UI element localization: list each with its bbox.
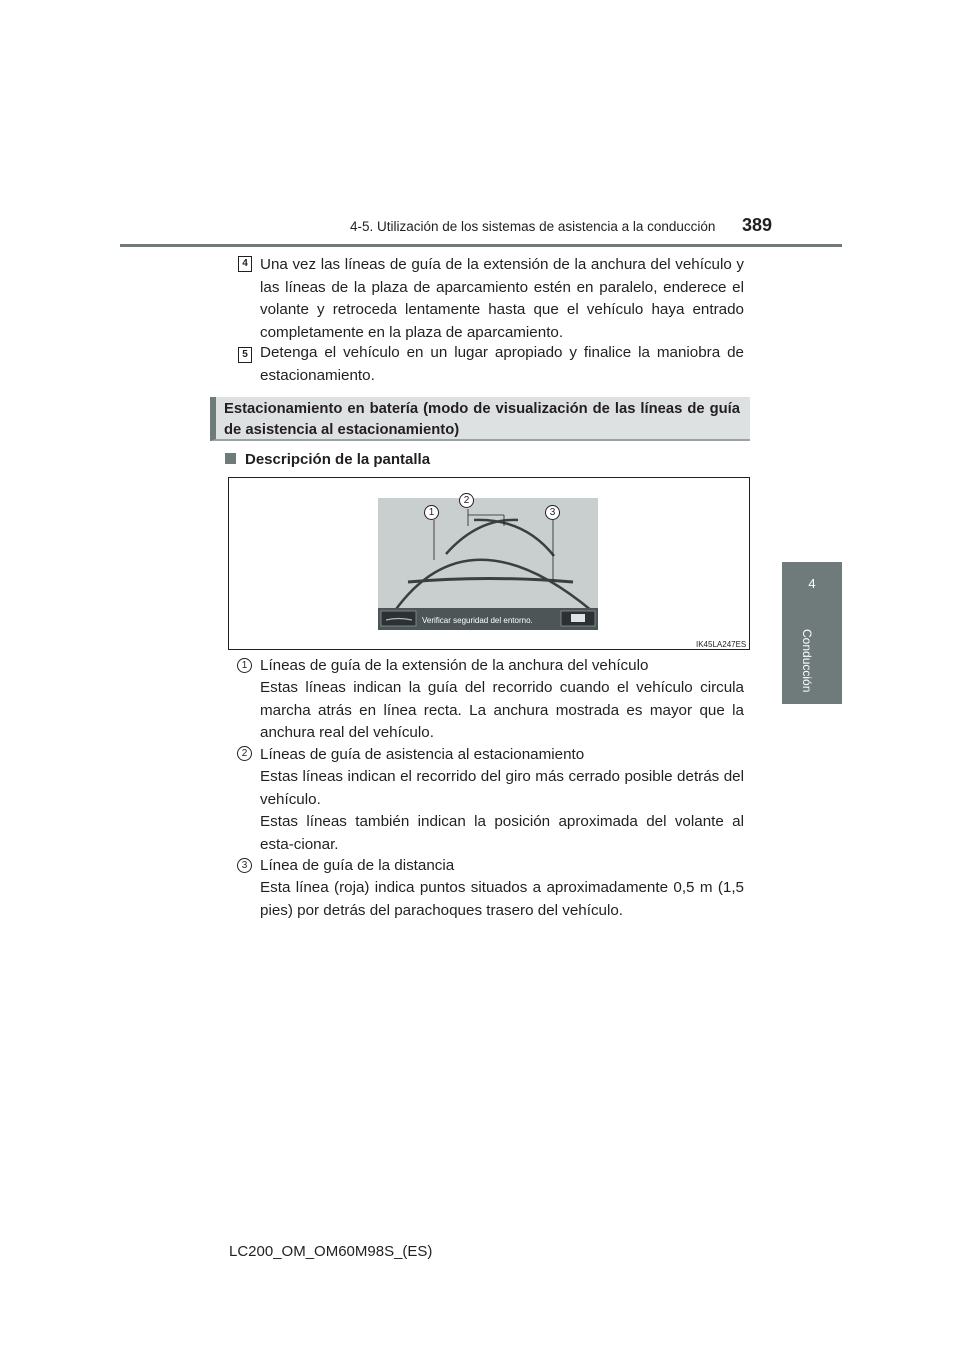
square-bullet-icon [225, 453, 236, 464]
item-title: Líneas de guía de asistencia al estacionamiento [260, 746, 585, 763]
section-title: 4-5. Utilización de los sistemas de asistencia a la conducción [350, 219, 716, 234]
figure-code: IK45LA247ES [696, 640, 747, 649]
callout-3: 3 [545, 505, 560, 520]
step-number-box: 4 [238, 256, 252, 272]
header-rule [120, 244, 842, 247]
chapter-label: Conducción [800, 629, 814, 693]
step-number-box: 5 [238, 347, 252, 363]
item-title: Línea de guía de la distancia [260, 857, 455, 874]
step-text: Detenga el vehículo en un lugar apropiado y finalice la maniobra de estacionamiento. [260, 344, 744, 384]
chapter-tab[interactable] [782, 562, 842, 620]
item-description: Esta línea (roja) indica puntos situados a aproximadamente 0,5 m (1,5 pies) por detrás del parachoques trasero del vehículo. [260, 879, 744, 919]
section-heading: Estacionamiento en batería (modo de visualización de las líneas de guía de asistencia al estacionamiento) [224, 401, 740, 438]
item-description: Estas líneas también indican la posición aproximada del volante al esta-cionar. [260, 813, 744, 853]
subheading: Descripción de la pantalla [225, 451, 430, 468]
item-number: 3 [237, 858, 252, 873]
callout-1: 1 [424, 505, 439, 520]
screen-message: Verificar seguridad del entorno. [422, 616, 533, 625]
camera-screen-figure [378, 490, 600, 632]
document-code: LC200_OM_OM60M98S_(ES) [229, 1243, 433, 1260]
chapter-number: 4 [808, 576, 816, 591]
item-description: Estas líneas indican el recorrido del giro más cerrado posible detrás del vehículo. [260, 768, 744, 808]
page-number: 389 [742, 215, 773, 235]
item-number: 2 [237, 746, 252, 761]
item-number: 1 [237, 658, 252, 673]
item-title: Líneas de guía de la extensión de la anchura del vehículo [260, 657, 649, 674]
item-description: Estas líneas indican la guía del recorrido cuando el vehículo circula marcha atrás en línea recta. La anchura mostrada es mayor que la anchura real del vehículo. [260, 679, 744, 742]
callout-2: 2 [459, 493, 474, 508]
step-text: Una vez las líneas de guía de la extensión de la anchura del vehículo y las líneas de la plaza de aparcamiento estén en paralelo, enderece el volante y retroceda lentamente hasta que el vehículo haya entrado completamente en la plaza de aparcamiento. [260, 256, 744, 342]
